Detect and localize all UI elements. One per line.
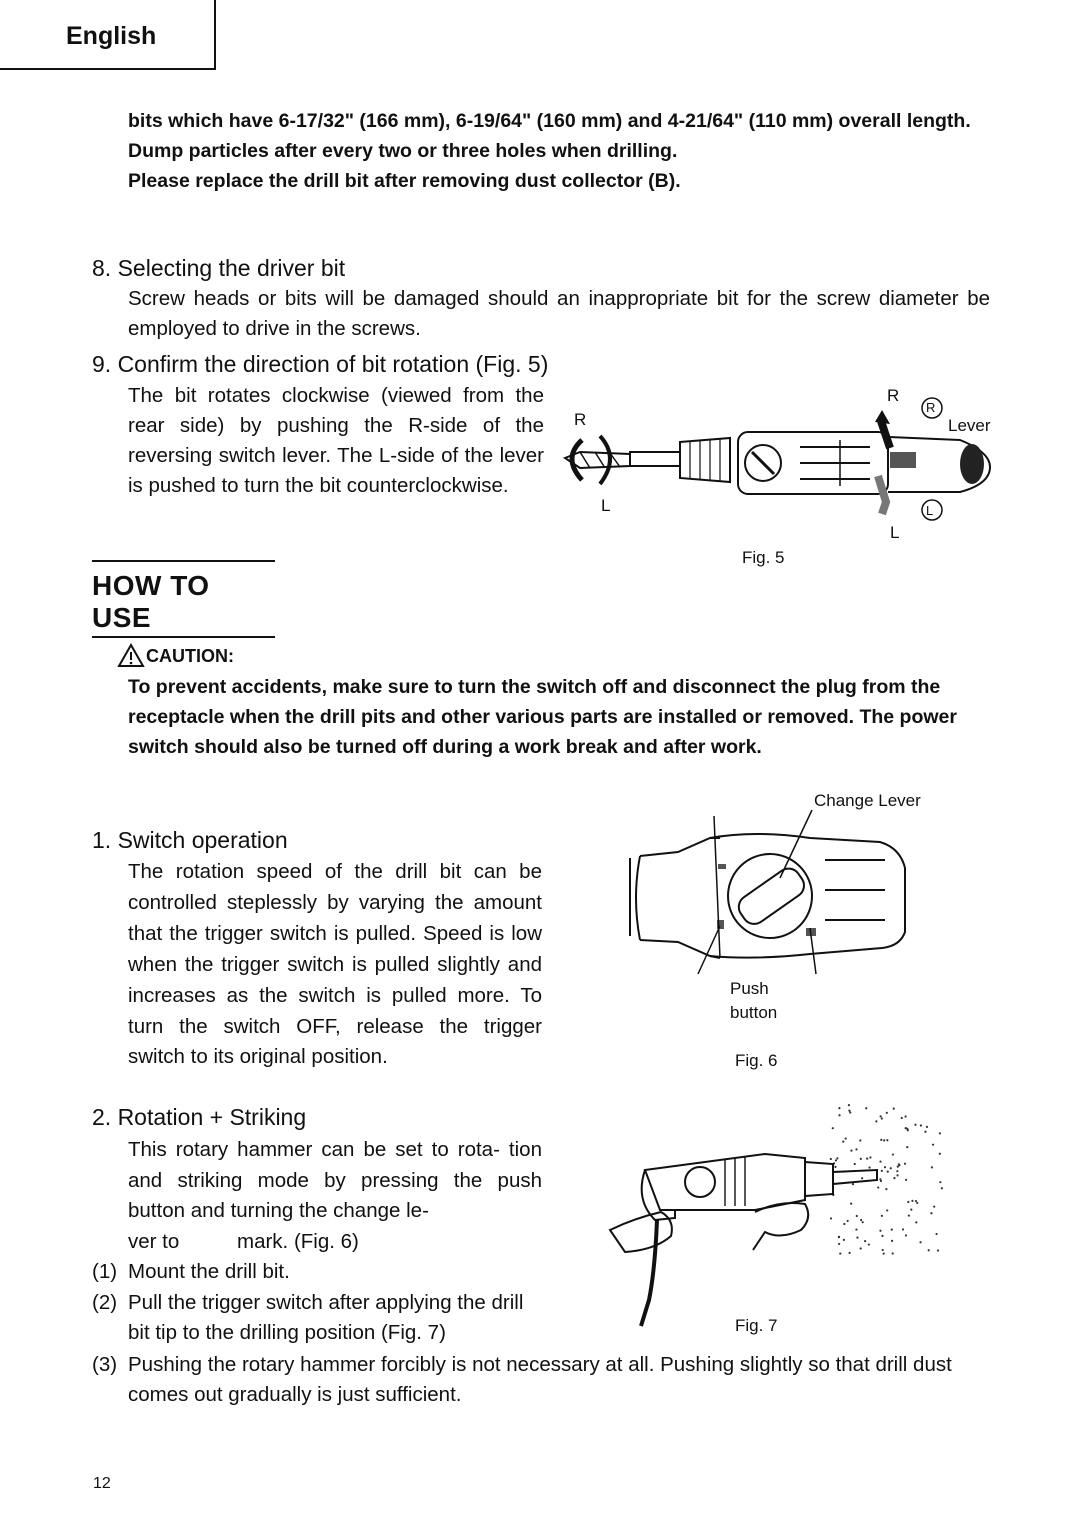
fig5-r-circle: R	[926, 400, 936, 415]
section-8-heading: 8. Selecting the driver bit	[92, 255, 346, 281]
l-side-arrow	[878, 476, 886, 514]
figure-7-drawing	[605, 1100, 955, 1320]
fig7-right-hand	[753, 1203, 808, 1250]
rotation-striking-text-2a: ver to	[128, 1230, 180, 1253]
step-1-number: (1)	[92, 1260, 118, 1283]
fig5-caption: Fig. 5	[742, 548, 785, 567]
fig5-l-bottom: L	[890, 523, 900, 542]
figure-6-drawing	[620, 808, 950, 978]
step-2-number: (2)	[92, 1291, 118, 1314]
switch-operation-text: The rotation speed of the drill bit can be controlled steplessly by varying the amount that the trigger switch is pulled. Speed is low when the trigger switch is pulled slightly and increases as the switch is pulled more. To turn the switch OFF, release the trigger switch to its original position.	[128, 860, 542, 1069]
rotation-striking-heading: 2. Rotation + Striking	[92, 1104, 307, 1130]
step-2-text: Pull the trigger switch after applying the drill bit tip to the drilling position (Fig. 7)	[128, 1291, 524, 1344]
fig5-lever-label: Lever	[948, 416, 991, 435]
language-label: English	[66, 22, 157, 50]
rotation-striking-text: This rotary hammer can be set to rota- tion and striking mode by pressing the push button and turning the change le-	[128, 1138, 542, 1222]
step-3-number: (3)	[92, 1353, 118, 1376]
fig7-left-hand	[610, 1212, 672, 1252]
fig5-l-left: L	[601, 496, 611, 515]
how-to-use-heading: HOW TO USE	[92, 562, 275, 638]
chuck-shape	[680, 438, 730, 482]
step-3-text: Pushing the rotary hammer forcibly is not necessary at all. Pushing slightly so that drill dust comes out gradually is just sufficient.	[128, 1353, 952, 1406]
intro-line-1: bits which have 6-17/32" (166 mm), 6-19/64" (160 mm) and 4-21/64" (110 mm) overall length.	[128, 110, 971, 132]
fig5-r-left: R	[574, 410, 587, 429]
fig6-caption: Fig. 6	[735, 1051, 778, 1070]
fig5-r-top: R	[887, 386, 900, 405]
fig6-push-label-1: Push	[730, 979, 769, 998]
fig7-drill-bit	[833, 1170, 877, 1184]
how-to-use-heading-block	[92, 560, 275, 638]
fig7-drill-dust	[830, 1104, 943, 1255]
step-1-text: Mount the drill bit.	[128, 1260, 290, 1283]
cw-arrow-shape	[572, 440, 582, 480]
language-tab	[0, 0, 216, 70]
step-2	[92, 1288, 544, 1348]
fig6-change-lever-knob	[734, 864, 809, 929]
warning-triangle-icon	[118, 643, 144, 667]
intro-paragraph	[128, 106, 993, 196]
page-number: 12	[93, 1475, 111, 1492]
section-9-text: The bit rotates clockwise (viewed from the rear side) by pushing the R-side of the reversing switch lever. The L-side of the lever is pushed to turn the bit counterclockwise.	[128, 384, 544, 497]
intro-line-2: Dump particles after every two or three holes when drilling.	[128, 140, 678, 162]
step-1	[92, 1257, 544, 1287]
fig6-body-outline	[710, 834, 905, 958]
fig6-push-label-2: button	[730, 1003, 778, 1022]
caution-label: CAUTION:	[146, 646, 234, 666]
fig5-l-circle: L	[926, 503, 934, 518]
fig7-caption: Fig. 7	[735, 1316, 778, 1335]
switch-operation-heading: 1. Switch operation	[92, 827, 288, 853]
step-3	[92, 1350, 992, 1410]
section-8-text: Screw heads or bits will be damaged should an inappropriate bit for the screw diameter be employed to drive in the screws.	[128, 287, 990, 340]
intro-line-3: Please replace the drill bit after removing dust collector (B).	[128, 170, 681, 192]
caution-text: To prevent accidents, make sure to turn the switch off and disconnect the plug from the receptacle when the drill pits and other various parts are installed or removed. The power switch should also be turned off during a work break and after work.	[128, 676, 957, 758]
fig6-change-lever-label: Change Lever	[814, 791, 921, 810]
fig7-cord	[641, 1220, 657, 1326]
section-9-heading: 9. Confirm the direction of bit rotation (Fig. 5)	[92, 351, 549, 377]
rotation-striking-text-2b: mark. (Fig. 6)	[237, 1230, 359, 1253]
